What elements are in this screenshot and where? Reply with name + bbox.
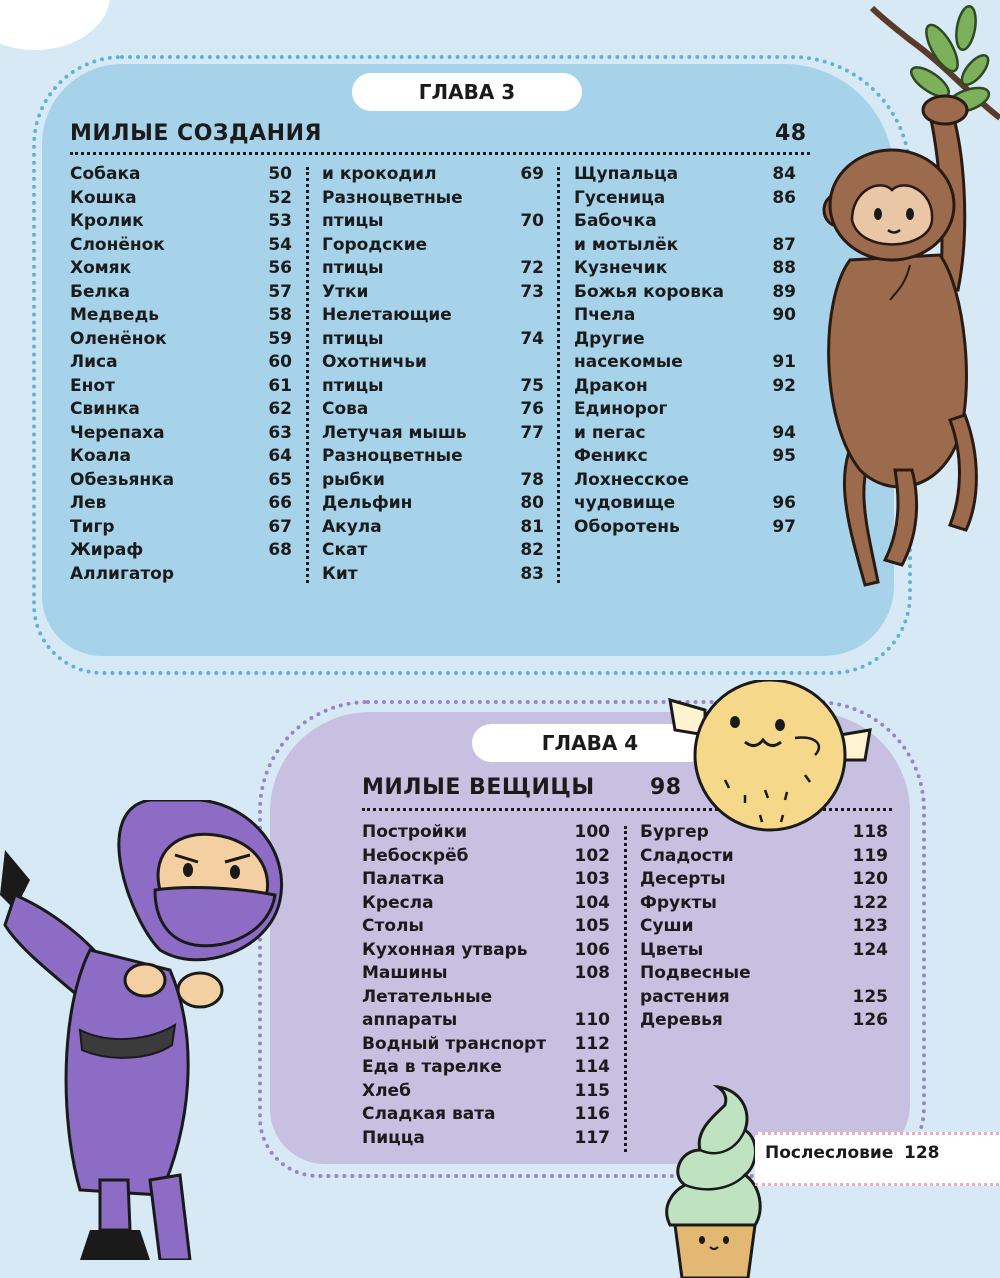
toc-entry-title: Лохнесское xyxy=(574,469,689,490)
toc-entry xyxy=(322,281,544,305)
toc-entry-page: 60 xyxy=(268,352,292,372)
toc-entry xyxy=(70,469,292,493)
toc-entry xyxy=(362,962,610,986)
toc-entry-title: Щупальца xyxy=(574,164,679,184)
toc-entry-page: 115 xyxy=(574,1080,610,1101)
toc-entry xyxy=(574,351,796,375)
toc-entry-page: 69 xyxy=(520,164,544,184)
chapter3-column-3 xyxy=(574,163,796,539)
toc-entry xyxy=(574,234,796,258)
toc-entry xyxy=(322,351,544,375)
toc-entry-title: Подвесные xyxy=(640,963,751,983)
toc-entry xyxy=(362,1080,610,1104)
toc-entry-title: Тигр xyxy=(70,516,115,537)
toc-entry-title: Разноцветные xyxy=(322,187,463,208)
toc-entry xyxy=(362,1056,610,1080)
toc-entry xyxy=(322,492,544,516)
toc-entry xyxy=(640,868,888,892)
toc-entry xyxy=(70,422,292,446)
toc-entry-title: Дракон xyxy=(574,375,648,396)
toc-entry xyxy=(362,821,610,845)
toc-entry-page: 126 xyxy=(852,1010,888,1030)
chapter4-page: 98 xyxy=(650,775,682,800)
toc-entry xyxy=(574,328,796,352)
toc-entry xyxy=(322,398,544,422)
toc-entry xyxy=(574,516,796,540)
toc-entry-page: 95 xyxy=(772,446,796,466)
toc-entry xyxy=(70,563,292,587)
toc-entry-title: Кошка xyxy=(70,187,137,208)
toc-entry-title: Нелетающие xyxy=(322,305,452,325)
chapter3-column-2 xyxy=(322,163,544,586)
toc-entry xyxy=(322,187,544,211)
toc-entry-title: Сладости xyxy=(640,845,734,866)
toc-entry-page: 61 xyxy=(268,375,292,396)
toc-entry-title: Городские xyxy=(322,234,428,255)
toc-entry-title: Енот xyxy=(70,375,115,396)
chapter3-divider xyxy=(70,152,810,155)
toc-entry xyxy=(640,962,888,986)
toc-entry-title: Другие xyxy=(574,328,645,349)
toc-entry-page: 62 xyxy=(268,399,292,419)
toc-entry-page: 104 xyxy=(574,892,610,913)
toc-entry-title: Божья коровка xyxy=(574,281,724,302)
toc-entry-page: 80 xyxy=(520,493,544,513)
toc-entry-title: Гусеница xyxy=(574,187,666,208)
toc-entry xyxy=(70,187,292,211)
monkey-illustration xyxy=(790,0,1000,600)
toc-entry-title: и крокодил xyxy=(322,164,437,184)
toc-entry xyxy=(362,845,610,869)
toc-entry-page: 67 xyxy=(268,516,292,537)
toc-entry-page: 84 xyxy=(772,164,796,184)
toc-entry-page: 88 xyxy=(772,258,796,278)
toc-entry-title: Утки xyxy=(322,281,369,302)
toc-entry-page: 65 xyxy=(268,469,292,490)
toc-entry xyxy=(362,986,610,1010)
toc-entry xyxy=(640,892,888,916)
toc-entry-page: 125 xyxy=(852,986,888,1007)
toc-entry xyxy=(70,304,292,328)
toc-entry-title: Водный транспорт xyxy=(362,1033,547,1054)
toc-entry-title: Охотничьи xyxy=(322,352,427,372)
toc-entry-page: 53 xyxy=(268,211,292,231)
toc-entry xyxy=(362,1009,610,1033)
toc-entry xyxy=(640,939,888,963)
column-divider xyxy=(557,167,560,583)
toc-entry-title: и пегас xyxy=(574,422,646,443)
chapter4-column-2 xyxy=(640,821,888,1033)
toc-entry xyxy=(362,892,610,916)
toc-entry xyxy=(70,445,292,469)
toc-entry-page: 54 xyxy=(268,234,292,255)
toc-entry xyxy=(574,304,796,328)
toc-entry xyxy=(70,398,292,422)
chapter4-title: МИЛЫЕ ВЕЩИЦЫ xyxy=(362,775,595,800)
toc-entry-title: Кит xyxy=(322,563,358,584)
toc-entry-title: Кухонная утварь xyxy=(362,939,528,960)
toc-entry-title: Деревья xyxy=(640,1010,723,1030)
toc-entry-title: Аллигатор xyxy=(70,563,175,584)
toc-entry-page: 112 xyxy=(574,1033,610,1054)
toc-entry-title: Обезьянка xyxy=(70,469,175,490)
toc-entry-title: Еда в тарелке xyxy=(362,1057,502,1077)
toc-entry-page: 77 xyxy=(520,422,544,443)
toc-entry-title: рыбки xyxy=(322,469,385,490)
toc-entry-page: 119 xyxy=(852,845,888,866)
column-divider xyxy=(306,167,309,583)
toc-entry-page: 78 xyxy=(520,469,544,490)
toc-entry-page: 96 xyxy=(772,493,796,513)
toc-entry-title: Свинка xyxy=(70,399,140,419)
chapter4-label: ГЛАВА 4 xyxy=(472,724,708,762)
toc-entry-title: Бабочка xyxy=(574,211,657,231)
toc-entry-page: 102 xyxy=(574,845,610,866)
toc-entry-title: Собака xyxy=(70,164,141,184)
toc-entry xyxy=(362,1103,610,1127)
toc-entry xyxy=(574,422,796,446)
toc-entry xyxy=(574,210,796,234)
toc-entry-page: 57 xyxy=(268,281,292,302)
toc-entry-page: 68 xyxy=(268,540,292,560)
toc-entry xyxy=(640,915,888,939)
toc-entry xyxy=(574,257,796,281)
toc-entry-title: Жираф xyxy=(70,540,144,560)
toc-entry-page: 100 xyxy=(574,822,610,842)
toc-entry-title: птицы xyxy=(322,375,384,396)
ice-cream-illustration xyxy=(660,1085,770,1278)
toc-entry-page: 87 xyxy=(772,234,796,255)
toc-entry-title: птицы xyxy=(322,328,384,349)
toc-entry-title: Хомяк xyxy=(70,258,132,278)
chapter3-title: МИЛЫЕ СОЗДАНИЯ xyxy=(70,121,322,146)
toc-entry xyxy=(70,328,292,352)
toc-entry-page: 63 xyxy=(268,422,292,443)
toc-entry-title: Пчела xyxy=(574,305,636,325)
chapter4-column-1 xyxy=(362,821,610,1150)
toc-entry xyxy=(70,163,292,187)
toc-entry-page: 75 xyxy=(520,375,544,396)
toc-entry xyxy=(362,868,610,892)
toc-entry xyxy=(574,187,796,211)
toc-entry-title: Небоскрёб xyxy=(362,845,469,866)
toc-entry xyxy=(322,328,544,352)
toc-entry xyxy=(322,304,544,328)
toc-entry-title: Феникс xyxy=(574,446,648,466)
toc-entry xyxy=(70,281,292,305)
toc-entry-title: Белка xyxy=(70,281,130,302)
toc-entry-title: Разноцветные xyxy=(322,446,463,466)
toc-entry-title: Лиса xyxy=(70,352,118,372)
toc-entry-title: Оленёнок xyxy=(70,328,167,349)
toc-entry-title: Летательные xyxy=(362,986,493,1007)
toc-entry xyxy=(70,516,292,540)
toc-entry-page: 117 xyxy=(574,1127,610,1148)
toc-entry xyxy=(574,469,796,493)
toc-entry xyxy=(362,915,610,939)
toc-entry xyxy=(70,375,292,399)
toc-entry-title: Кресла xyxy=(362,892,434,913)
toc-entry-title: Палатка xyxy=(362,869,445,889)
toc-entry-page: 50 xyxy=(268,164,292,184)
toc-entry-title: Сладкая вата xyxy=(362,1104,496,1124)
toc-entry xyxy=(640,986,888,1010)
toc-entry-page: 92 xyxy=(772,375,796,396)
toc-entry xyxy=(322,210,544,234)
toc-entry xyxy=(322,516,544,540)
chapter3-column-1 xyxy=(70,163,292,586)
toc-entry-title: Хлеб xyxy=(362,1080,411,1101)
toc-entry-title: Медведь xyxy=(70,305,159,325)
toc-entry xyxy=(574,163,796,187)
toc-entry-title: Акула xyxy=(322,516,382,537)
toc-entry-page: 73 xyxy=(520,281,544,302)
toc-entry xyxy=(322,445,544,469)
toc-entry-page: 86 xyxy=(772,187,796,208)
toc-entry-page: 118 xyxy=(852,822,888,842)
toc-entry xyxy=(322,234,544,258)
toc-entry xyxy=(574,492,796,516)
toc-entry-title: Дельфин xyxy=(322,493,413,513)
toc-entry xyxy=(70,234,292,258)
toc-entry-title: Суши xyxy=(640,916,694,936)
toc-entry-page: 97 xyxy=(772,516,796,537)
toc-entry xyxy=(362,1033,610,1057)
toc-entry-title: Сова xyxy=(322,399,369,419)
toc-entry xyxy=(362,1127,610,1151)
toc-entry-page: 58 xyxy=(268,305,292,325)
afterword-label: Послесловие xyxy=(765,1143,894,1163)
toc-entry-title: Кузнечик xyxy=(574,258,668,278)
toc-entry-page: 105 xyxy=(574,916,610,936)
toc-entry xyxy=(322,539,544,563)
toc-entry xyxy=(70,257,292,281)
toc-entry-page: 89 xyxy=(772,281,796,302)
toc-entry-page: 108 xyxy=(574,963,610,983)
toc-entry-title: Фрукты xyxy=(640,892,717,913)
toc-entry-title: Черепаха xyxy=(70,422,165,443)
toc-entry-title: чудовище xyxy=(574,493,676,513)
column-divider xyxy=(624,826,627,1152)
toc-entry-title: птицы xyxy=(322,211,384,231)
toc-entry-page: 103 xyxy=(574,869,610,889)
toc-entry-title: Лев xyxy=(70,493,107,513)
toc-entry-title: Машины xyxy=(362,963,448,983)
toc-entry-title: Пицца xyxy=(362,1127,425,1148)
toc-entry-title: Скат xyxy=(322,540,368,560)
toc-entry-page: 120 xyxy=(852,869,888,889)
toc-entry-title: Единорог xyxy=(574,399,668,419)
toc-entry xyxy=(70,351,292,375)
toc-entry-page: 94 xyxy=(772,422,796,443)
toc-entry xyxy=(70,492,292,516)
toc-entry-page: 106 xyxy=(574,939,610,960)
toc-entry-page: 110 xyxy=(574,1010,610,1030)
toc-entry-page: 81 xyxy=(520,516,544,537)
toc-entry-title: и мотылёк xyxy=(574,234,679,255)
toc-entry-title: Летучая мышь xyxy=(322,422,467,443)
toc-entry-title: Цветы xyxy=(640,939,704,960)
afterword-page: 128 xyxy=(904,1143,940,1163)
ninja-illustration xyxy=(0,800,300,1260)
toc-entry-page: 90 xyxy=(772,305,796,325)
toc-entry-title: Постройки xyxy=(362,822,468,842)
toc-entry-page: 123 xyxy=(852,916,888,936)
toc-entry xyxy=(70,539,292,563)
toc-entry-title: Бургер xyxy=(640,822,709,842)
toc-entry xyxy=(322,257,544,281)
corner-decoration xyxy=(0,0,110,50)
toc-entry-title: насекомые xyxy=(574,352,683,372)
toc-entry-title: Оборотень xyxy=(574,516,680,537)
toc-entry-title: птицы xyxy=(322,258,384,278)
toc-entry-title: аппараты xyxy=(362,1010,458,1030)
toc-entry-title: растения xyxy=(640,986,730,1007)
toc-entry-title: Столы xyxy=(362,916,424,936)
toc-entry xyxy=(574,398,796,422)
toc-entry-title: Слонёнок xyxy=(70,234,165,255)
toc-entry xyxy=(362,939,610,963)
toc-entry xyxy=(574,281,796,305)
toc-entry xyxy=(574,375,796,399)
toc-entry-page: 72 xyxy=(520,258,544,278)
pufferfish-illustration xyxy=(665,680,885,850)
toc-entry-title: Десерты xyxy=(640,869,726,889)
toc-entry xyxy=(322,163,544,187)
toc-entry-page: 91 xyxy=(772,352,796,372)
toc-entry-page: 83 xyxy=(520,563,544,584)
toc-entry-page: 64 xyxy=(268,446,292,466)
toc-entry xyxy=(574,445,796,469)
toc-entry-page: 52 xyxy=(268,187,292,208)
toc-entry-page: 76 xyxy=(520,399,544,419)
toc-entry-page: 74 xyxy=(520,328,544,349)
toc-entry-title: Кролик xyxy=(70,211,144,231)
toc-entry-page: 116 xyxy=(574,1104,610,1124)
toc-entry-page: 124 xyxy=(852,939,888,960)
toc-entry xyxy=(322,469,544,493)
toc-entry-page: 82 xyxy=(520,540,544,560)
toc-entry-page: 122 xyxy=(852,892,888,913)
toc-entry-page: 114 xyxy=(574,1057,610,1077)
toc-entry-page: 59 xyxy=(268,328,292,349)
toc-entry xyxy=(640,1009,888,1033)
toc-entry-title: Коала xyxy=(70,446,131,466)
chapter3-label: ГЛАВА 3 xyxy=(352,73,582,111)
toc-entry xyxy=(70,210,292,234)
toc-entry xyxy=(322,422,544,446)
toc-entry xyxy=(322,563,544,587)
toc-entry-page: 66 xyxy=(268,493,292,513)
toc-entry xyxy=(322,375,544,399)
chapter3-page: 48 xyxy=(775,121,807,146)
toc-entry-page: 56 xyxy=(268,258,292,278)
toc-entry-page: 70 xyxy=(520,211,544,231)
